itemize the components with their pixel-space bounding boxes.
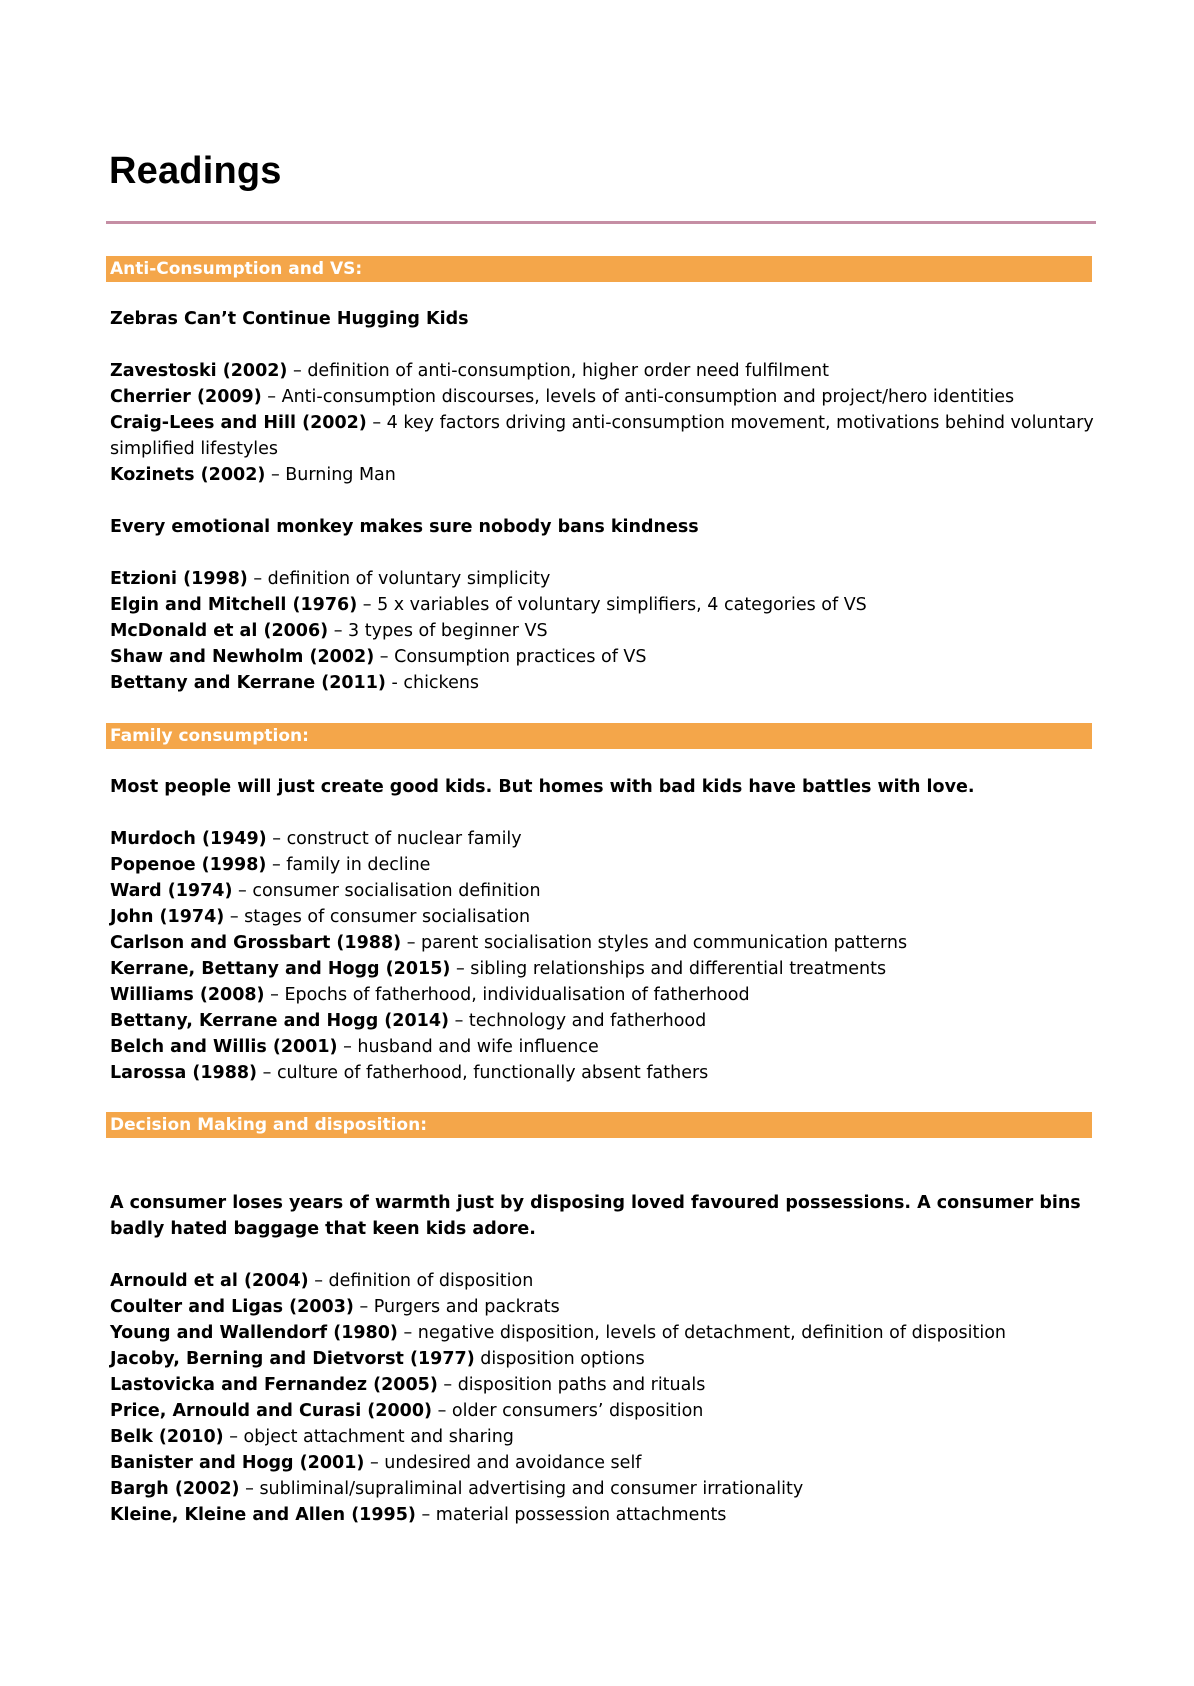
- reading-author: Arnould et al (2004): [110, 1271, 309, 1291]
- reading-description: – construct of nuclear family: [266, 829, 522, 849]
- reading-description: – undesired and avoidance self: [364, 1453, 642, 1473]
- reading-entry: [110, 644, 1100, 670]
- reading-description: - chickens: [385, 673, 480, 693]
- reading-entry: [110, 1502, 1100, 1528]
- reading-author: Williams (2008): [110, 985, 265, 1005]
- reading-description: – husband and wife influence: [337, 1037, 599, 1057]
- reading-description: – object attachment and sharing: [223, 1427, 514, 1447]
- reading-description: – Epochs of fatherhood, individualisation of fatherhood: [264, 985, 750, 1005]
- reading-description: – Purgers and packrats: [353, 1297, 560, 1317]
- mnemonic: Every emotional monkey makes sure nobody bans kindness: [110, 517, 699, 537]
- reading-description: – 4 key factors driving anti-consumption movement, motivations behind voluntary simplified lifestyles: [110, 413, 1094, 459]
- title-divider: [106, 221, 1096, 224]
- reading-entry: [110, 592, 1100, 618]
- reading-entry: [110, 852, 1100, 878]
- reading-entry: [110, 1008, 1100, 1034]
- reading-description: – Anti-consumption discourses, levels of anti-consumption and project/hero identities: [261, 387, 1015, 407]
- reading-description: – technology and fatherhood: [449, 1011, 707, 1031]
- reading-author: Murdoch (1949): [110, 829, 267, 849]
- reading-author: Belch and Willis (2001): [110, 1037, 338, 1057]
- reading-description: – negative disposition, levels of detachment, definition of disposition: [397, 1323, 1006, 1343]
- mnemonic: Zebras Can’t Continue Hugging Kids: [110, 309, 469, 329]
- reading-entry: [110, 618, 1100, 644]
- reading-entry: [110, 1372, 1100, 1398]
- section-heading-family-consumption: Family consumption:: [106, 723, 1092, 749]
- reading-description: – definition of anti-consumption, higher order need fulfilment: [287, 361, 829, 381]
- reading-list: [110, 566, 1100, 696]
- reading-author: Lastovicka and Fernandez (2005): [110, 1375, 438, 1395]
- reading-author: Jacoby, Berning and Dietvorst (1977): [110, 1349, 475, 1369]
- reading-entry: [110, 1268, 1100, 1294]
- reading-entry: [110, 956, 1100, 982]
- section-heading-anti-consumption: Anti-Consumption and VS:: [106, 256, 1092, 282]
- reading-entry: [110, 1398, 1100, 1424]
- reading-entry: [110, 904, 1100, 930]
- reading-description: – stages of consumer socialisation: [224, 907, 531, 927]
- reading-description: – 3 types of beginner VS: [328, 621, 548, 641]
- reading-entry: [110, 410, 1100, 462]
- reading-author: Carlson and Grossbart (1988): [110, 933, 402, 953]
- reading-description: – 5 x variables of voluntary simplifiers, 4 categories of VS: [357, 595, 867, 615]
- reading-entry: [110, 1060, 1100, 1086]
- reading-author: Elgin and Mitchell (1976): [110, 595, 358, 615]
- reading-entry: [110, 1034, 1100, 1060]
- reading-description: – parent socialisation styles and communication patterns: [401, 933, 908, 953]
- reading-author: Belk (2010): [110, 1427, 224, 1447]
- reading-description: – subliminal/supraliminal advertising and consumer irrationality: [239, 1479, 804, 1499]
- reading-author: McDonald et al (2006): [110, 621, 329, 641]
- reading-entry: [110, 826, 1100, 852]
- reading-author: Larossa (1988): [110, 1063, 258, 1083]
- reading-author: John (1974): [110, 907, 225, 927]
- reading-author: Bettany and Kerrane (2011): [110, 673, 386, 693]
- reading-description: disposition options: [474, 1349, 645, 1369]
- reading-list: [110, 826, 1100, 1086]
- reading-description: – Consumption practices of VS: [374, 647, 647, 667]
- reading-author: Craig-Lees and Hill (2002): [110, 413, 367, 433]
- reading-entry: [110, 1320, 1100, 1346]
- reading-author: Kozinets (2002): [110, 465, 266, 485]
- reading-description: – culture of fatherhood, functionally absent fathers: [257, 1063, 709, 1083]
- reading-description: – family in decline: [266, 855, 431, 875]
- reading-entry: [110, 1424, 1100, 1450]
- reading-description: – definition of disposition: [308, 1271, 534, 1291]
- reading-author: Kerrane, Bettany and Hogg (2015): [110, 959, 451, 979]
- reading-description: – sibling relationships and differential treatments: [450, 959, 887, 979]
- reading-list: [110, 1268, 1100, 1528]
- reading-entry: [110, 566, 1100, 592]
- reading-description: – disposition paths and rituals: [437, 1375, 706, 1395]
- reading-entry: [110, 982, 1100, 1008]
- reading-list: [110, 358, 1100, 488]
- reading-description: – definition of voluntary simplicity: [247, 569, 551, 589]
- reading-entry: [110, 1476, 1100, 1502]
- reading-entry: [110, 384, 1100, 410]
- reading-entry: [110, 930, 1100, 956]
- reading-entry: [110, 1346, 1100, 1372]
- reading-author: Banister and Hogg (2001): [110, 1453, 365, 1473]
- reading-author: Popenoe (1998): [110, 855, 267, 875]
- reading-author: Zavestoski (2002): [110, 361, 288, 381]
- reading-entry: [110, 1294, 1100, 1320]
- page-title: Readings: [109, 150, 282, 192]
- reading-description: – Burning Man: [265, 465, 396, 485]
- reading-description: – consumer socialisation definition: [232, 881, 541, 901]
- mnemonic: Most people will just create good kids. But homes with bad kids have battles with love.: [110, 777, 975, 797]
- reading-author: Kleine, Kleine and Allen (1995): [110, 1505, 416, 1525]
- reading-description: – material possession attachments: [415, 1505, 727, 1525]
- reading-author: Young and Wallendorf (1980): [110, 1323, 398, 1343]
- reading-author: Bettany, Kerrane and Hogg (2014): [110, 1011, 450, 1031]
- reading-author: Bargh (2002): [110, 1479, 240, 1499]
- reading-entry: [110, 670, 1100, 696]
- reading-entry: [110, 358, 1100, 384]
- reading-author: Etzioni (1998): [110, 569, 248, 589]
- reading-author: Price, Arnould and Curasi (2000): [110, 1401, 433, 1421]
- reading-entry: [110, 878, 1100, 904]
- reading-author: Cherrier (2009): [110, 387, 262, 407]
- reading-author: Ward (1974): [110, 881, 233, 901]
- mnemonic: A consumer loses years of warmth just by disposing loved favoured possessions. A consumer bins badly hated baggage that keen kids adore.: [110, 1193, 1081, 1239]
- reading-description: – older consumers’ disposition: [432, 1401, 704, 1421]
- section-heading-decision-making: Decision Making and disposition:: [106, 1112, 1092, 1138]
- reading-entry: [110, 1450, 1100, 1476]
- reading-author: Coulter and Ligas (2003): [110, 1297, 354, 1317]
- reading-entry: [110, 462, 1100, 488]
- reading-author: Shaw and Newholm (2002): [110, 647, 375, 667]
